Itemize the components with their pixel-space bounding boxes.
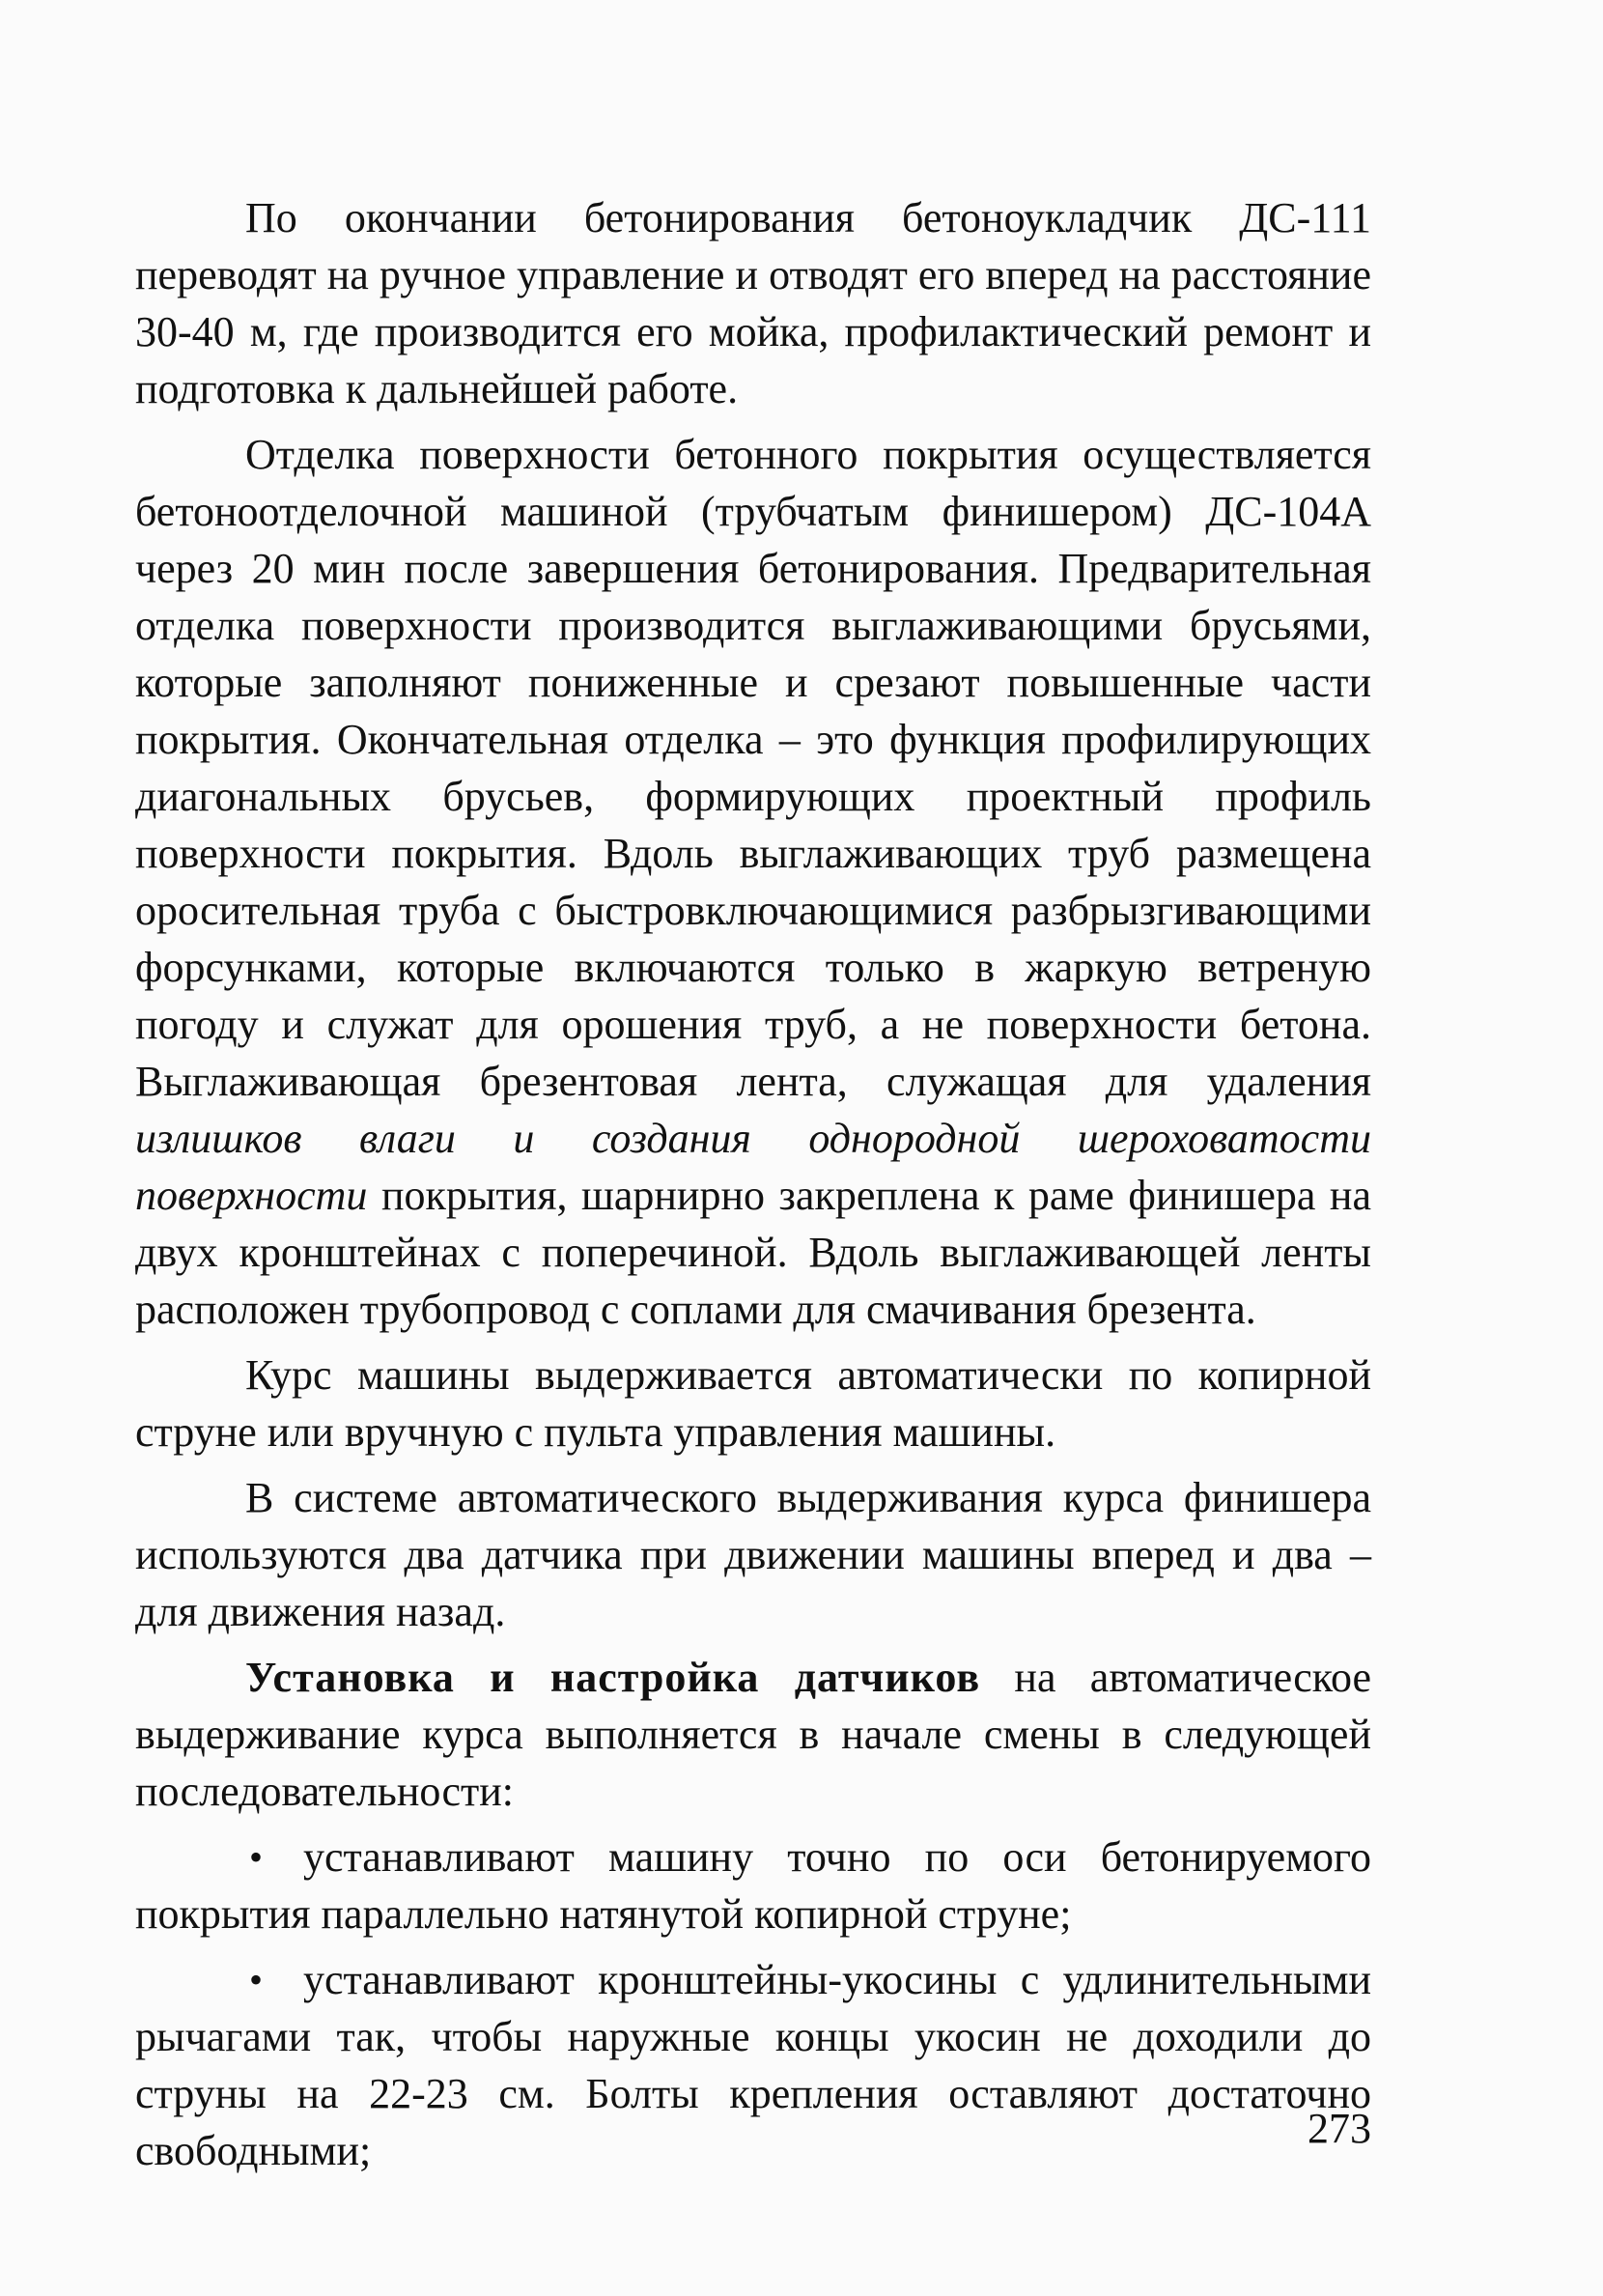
bullet-dot-icon: • — [249, 1958, 264, 2001]
bullet-item-1-wrap — [135, 1828, 1371, 1942]
sensor-setup-rest: на автоматическое выдерживание курса выполняется в начале смены в следующей последовательности: — [135, 1654, 1372, 1815]
bullet-item-2-text: устанавливают кронштейны-укосины с удлинительными рычагами так, чтобы наружные концы укосин не доходили до струны на 22-23 см. Болты крепления оставляют достаточно свободными; — [135, 1956, 1371, 2174]
paragraph-surface-finishing-italic: излишков влаги и создания однородной шероховатости поверхности — [135, 1115, 1371, 1219]
paragraph-surface-finishing-tail: покрытия, шарнирно закреплена к раме финишера на двух кронштейнах с поперечиной. Вдоль выглаживающей ленты расположен трубопровод с соплами для смачивания брезента. — [135, 1172, 1372, 1333]
paragraph-surface-finishing-main: Отделка поверхности бетонного покрытия осуществляется бетоноотделочной машиной (трубчатым финишером) ДС-104А через 20 мин после завершения бетонирования. Предварительная отделка поверхности производится выглаживающими брусьями, которые заполняют пониженные и срезают повышенные части покрытия. Окончательная отделка – это функция профилирующих диагональных брусьев, формирующих проектный профиль поверхности покрытия. Вдоль выглаживающих труб размещена оросительная труба с быстровключающимися разбрызгивающими форсунками, которые включаются только в жаркую ветреную погоду и служат для орошения труб, а не поверхности бетона. Выглаживающая брезентовая лента, служащая для удаления — [135, 431, 1371, 1105]
paragraph-machine-course: Курс машины выдерживается автоматически по копирной струне или вручную с пульта управления машины. — [135, 1351, 1371, 1456]
paragraph-sensor-setup — [135, 1649, 1371, 1820]
bullet-item-1 — [135, 1828, 1371, 1942]
bullet-item-2-wrap — [135, 1951, 1371, 2179]
paragraph-concrete-paver-finish: По окончании бетонирования бетоноукладчик ДС-111 переводят на ручное управление и отводят его вперед на расстояние 30-40 м, где производится его мойка, профилактический ремонт и подготовка к дальнейшей работе. — [135, 194, 1371, 412]
sensor-setup-bold-lead: Установка и настройка датчиков — [245, 1654, 981, 1701]
bullet-item-1-text: устанавливают машину точно по оси бетонируемого покрытия параллельно натянутой копирной струне; — [135, 1833, 1371, 1938]
bullet-item-2 — [135, 1951, 1371, 2179]
paragraph-surface-finishing — [135, 426, 1371, 1338]
paragraph-sensor-system: В системе автоматического выдерживания курса финишера используются два датчика при движении машины вперед и два – для движения назад. — [135, 1474, 1371, 1635]
page-body-text — [135, 189, 1371, 2188]
bullet-dot-icon: • — [249, 1835, 264, 1879]
page-number: 273 — [1308, 2105, 1371, 2152]
